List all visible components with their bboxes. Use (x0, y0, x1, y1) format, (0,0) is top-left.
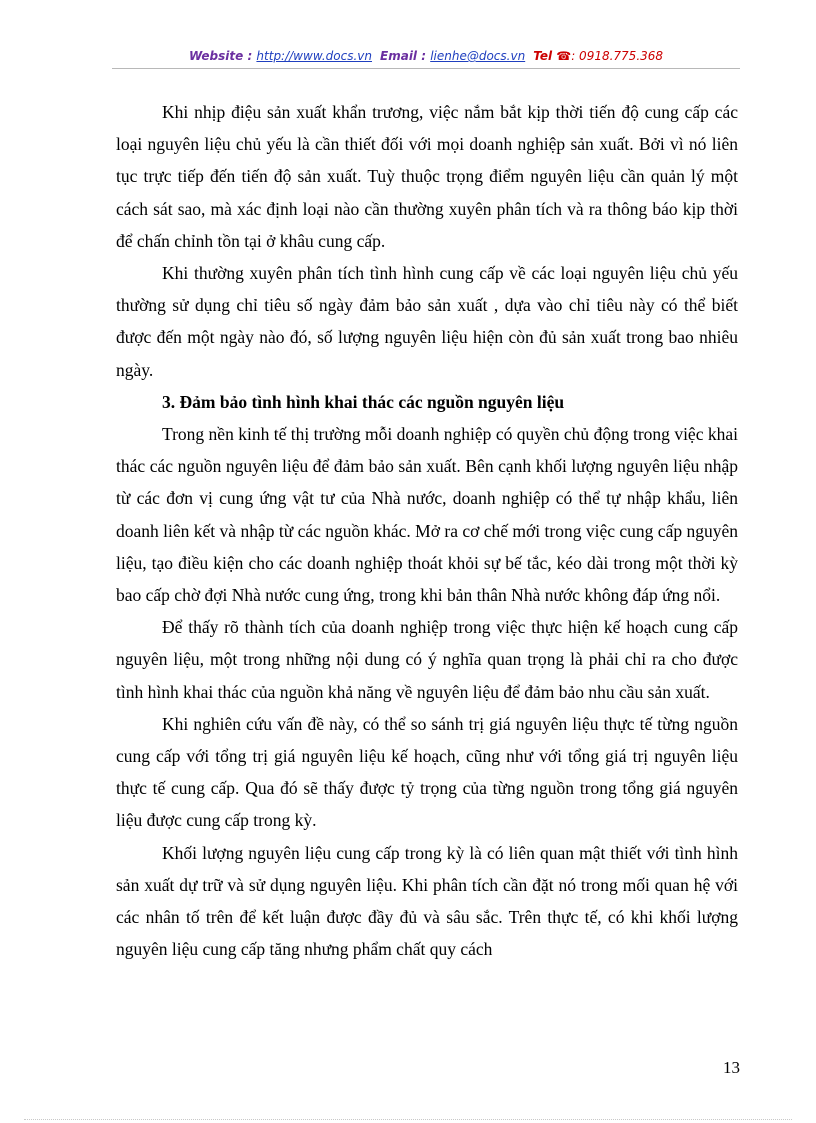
email-separator: : (417, 49, 431, 63)
paragraph-4: Để thấy rõ thành tích của doanh nghiệp trong việc thực hiện kế hoạch cung cấp nguyên liệu, một trong những nội dung có ý nghĩa quan trọng là phải chỉ ra cho được tình hình khai thác của nguồn khả năng về nguyên liệu để đảm bảo nhu cầu sản xuất. (116, 617, 738, 702)
page-number: 13 (723, 1058, 740, 1077)
paragraph-2: Khi thường xuyên phân tích tình hình cung cấp về các loại nguyên liệu chủ yếu thường sử dụng chỉ tiêu số ngày đảm bảo sản xuất , dựa vào chỉ tiêu này có thể biết được đến một ngày nào đó, số lượng nguyên liệu hiện còn đủ sản xuất trong bao nhiêu ngày. (116, 263, 738, 380)
phone-number: : 0918.775.368 (571, 49, 664, 63)
website-link[interactable]: http://www.docs.vn (256, 49, 373, 63)
website-label: Website (188, 49, 244, 63)
tel-label: Tel ☎ (533, 49, 572, 63)
document-body (116, 96, 738, 965)
paragraph-6: Khối lượng nguyên liệu cung cấp trong kỳ là có liên quan mật thiết với tình hình sản xuất dự trữ và sử dụng nguyên liệu. Khi phân tích cần đặt nó trong mối quan hệ với các nhân tố trên để kết luận được đầy đủ và sâu sắc. Trên thực tế, có khi khối lượng nguyên liệu cung cấp tăng nhưng phẩm chất quy cách (116, 842, 738, 960)
website-separator: : (243, 49, 257, 63)
paragraph-1: Khi nhịp điệu sản xuất khẩn trương, việc nắm bắt kịp thời tiến độ cung cấp các loại nguyên liệu chủ yếu là cần thiết đối với mọi doanh nghiệp sản xuất. Bởi vì nó liên tục trực tiếp đến tiến độ sản xuất. Tuỳ thuộc trọng điểm nguyên liệu cần quản lý một cách sát sao, mà xác định loại nào cần thường xuyên phân tích và ra thông báo kịp thời để chấn chỉnh tồn tại ở khâu cung cấp. (116, 102, 738, 251)
paragraph-5: Khi nghiên cứu vấn đề này, có thể so sánh trị giá nguyên liệu thực tế từng nguồn cung cấp với tổng trị giá nguyên liệu kế hoạch, cũng như với tổng giá trị nguyên liệu thực tế cung cấp. Qua đó sẽ thấy được tỷ trọng của từng nguồn trong tổng giá nguyên liệu được cung cấp trong kỳ. (116, 713, 738, 831)
footer-divider (24, 1119, 792, 1120)
email-label: Email (380, 49, 418, 63)
section-heading: 3. Đảm bảo tình hình khai thác các nguồn nguyên liệu (162, 391, 565, 412)
email-link[interactable]: lienhe@docs.vn (430, 49, 526, 63)
page-header (112, 46, 740, 69)
paragraph-3: Trong nền kinh tế thị trường mỗi doanh nghiệp có quyền chủ động trong việc khai thác các nguồn nguyên liệu để đảm bảo sản xuất. Bên cạnh khối lượng nguyên liệu nhập từ các đơn vị cung ứng vật tư của Nhà nước, doanh nghiệp có thể tự nhập khẩu, liên doanh liên kết và nhập từ các nguồn khác. Mở ra cơ chế mới trong việc cung cấp nguyên liệu, tạo điều kiện cho các doanh nghiệp thoát khỏi sự bế tắc, kéo dài trong một thời kỳ bao cấp chờ đợi Nhà nước cung ứng, trong khi bản thân Nhà nước không đáp ứng nổi. (116, 424, 738, 606)
